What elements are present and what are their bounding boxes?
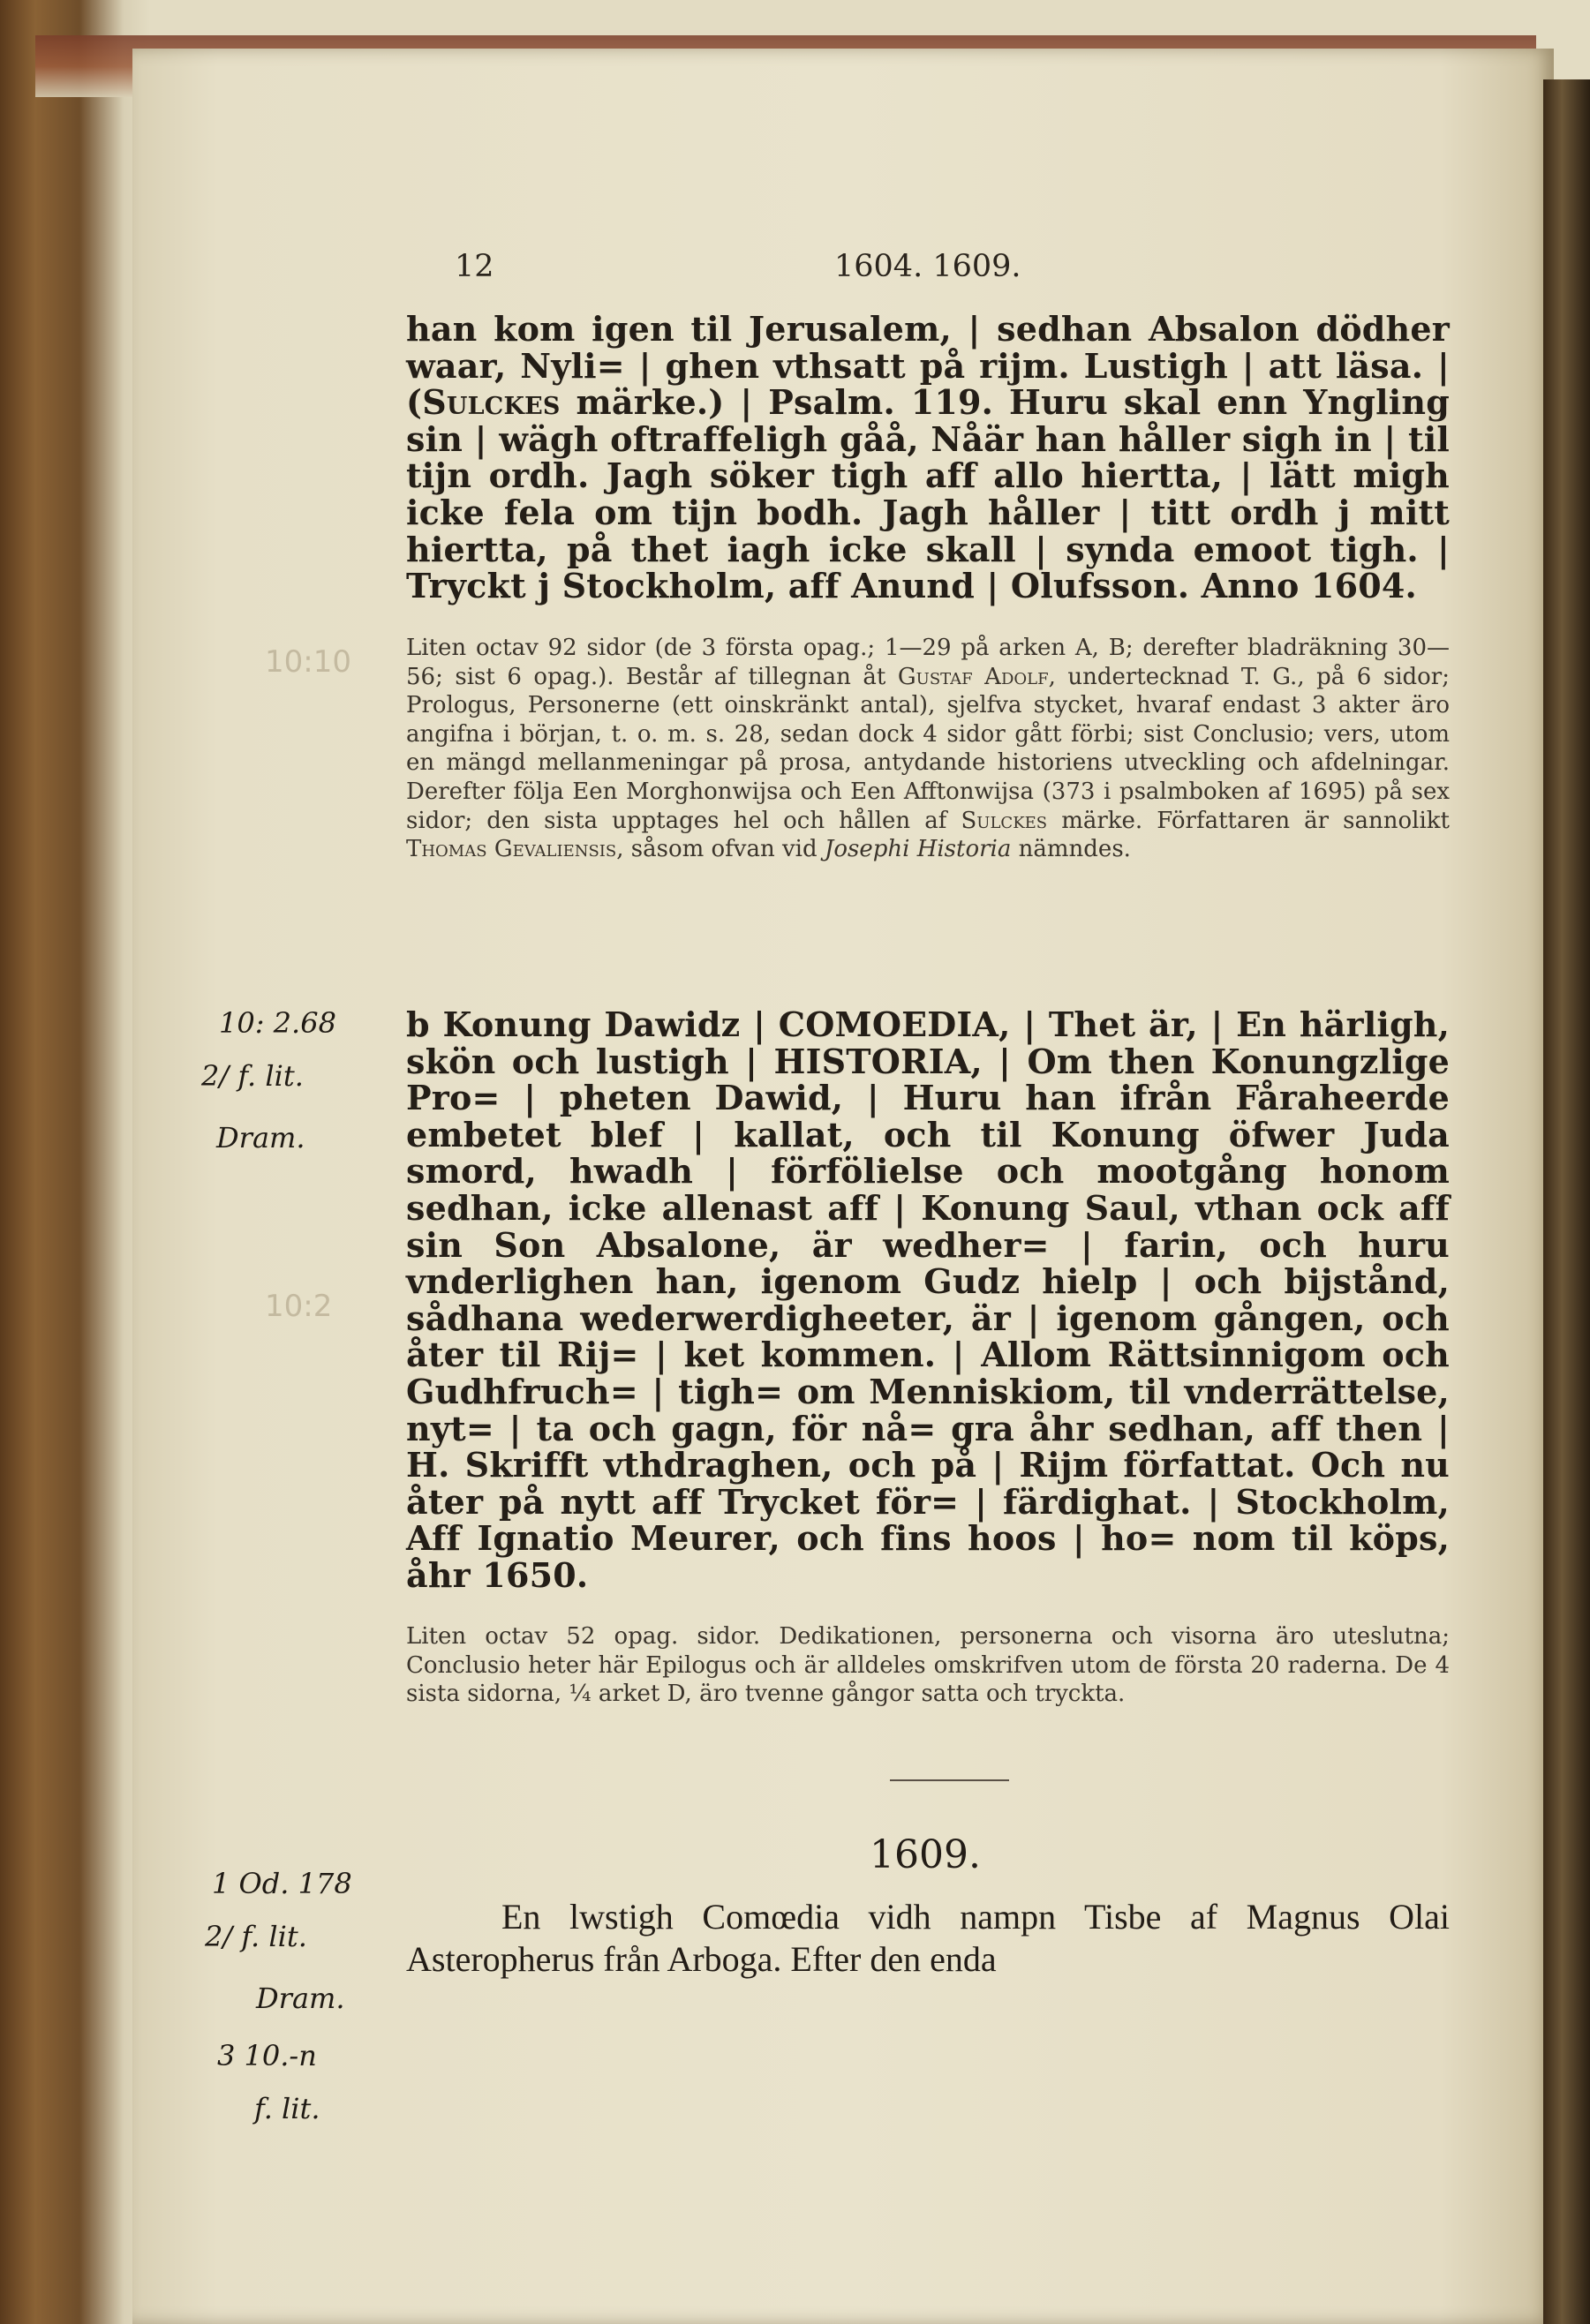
note-text: nämndes. bbox=[1011, 836, 1131, 863]
page-fore-edge bbox=[1543, 79, 1590, 2324]
entry-comoedia-title: b Konung Dawidz | COMOEDIA, | Thet är, | En härligh, skön och lustigh | HISTORIA, | Om then Konungzlige Pro= | pheten Dawid, | Huru han ifrån Fåraheerde embetet blef | kallat, och til Konung öfwer Juda smord, hwadh | förfölielse och mootgång honom sedhan, icke allenast aff | Konung Saul, vthan ock aff sin Son Absalone, är wedher= | farin, och huru vnderlighen han, igenom Gudz hielp | och bijstånd, sådhana wederwerdigheeter, är | igenom gången, och åter til Rij= | ket kommen. | Allom Rättsinnigom och Gudhfruch= | tigh= om Menniskiom, til vnderrättelse, nyt= | ta och gagn, för nå= gra åhr sedhan, aff then | H. Skrifft vthdraghen, och på | Rijm författat. Och nu åter på nytt aff Trycket för= | färdighat. | Stockholm, Aff Ignatio Meurer, och fins hoos | ho= nom til köps, åhr 1650. bbox=[406, 1004, 1450, 1595]
entry-comoedia-note: Liten octav 52 opag. sidor. Dedikationen, personerna och visorna äro uteslutna; Conclusio heter här Epilogus och är alldeles omskrifven utom de första 20 raderna. De 4 sista sidorna, ¼ arket D, äro tvenne gångor satta och tryckta. bbox=[406, 1623, 1450, 1708]
running-header-years: 1604. 1609. bbox=[834, 249, 1021, 284]
entry-1604-note bbox=[406, 634, 1450, 864]
handwritten-margin-note: f. lit. bbox=[254, 2092, 320, 2125]
entry-1604-name: Sulckes bbox=[422, 382, 561, 423]
note-text: , såsom ofvan vid bbox=[616, 836, 825, 863]
entry-1604-text-cont: märke.) | Psalm. 119. Huru skal enn Yngling sin | wägh oftraffeligh gåå, Nåär han håller sigh in | til tijn ordh. Jagh söker tigh aff allo hiertta, | lätt migh icke fela om tijn bodh. Jagh håller | titt ordh j mitt hiertta, på thet iagh icke skall | synda emoot tigh. | Tryckt j Stockholm, aff Anund | Olufsson. Anno 1604. bbox=[406, 382, 1450, 606]
handwritten-margin-note: Dram. bbox=[216, 1121, 305, 1154]
bleed-through-mark: 10:2 bbox=[265, 1289, 333, 1324]
note-name: Gustaf Adolf bbox=[897, 663, 1049, 690]
bleed-through-mark: 10:10 bbox=[265, 644, 351, 680]
section-divider bbox=[890, 1779, 1009, 1781]
handwritten-margin-note: 1 Od. 178 bbox=[212, 1867, 352, 1900]
page-number: 12 bbox=[455, 249, 494, 284]
note-text: märke. Författaren är sannolikt bbox=[1047, 807, 1450, 834]
note-italic-title: Josephi Historia bbox=[824, 836, 1012, 863]
note-name: Sulckes bbox=[961, 807, 1048, 834]
note-text: Liten octav 92 sidor (de 3 första opag.; 1—29 på arken A, B; derefter bladräkning 30—56; sist 6 opag.). Består af tillegnan åt bbox=[406, 635, 1450, 690]
entry-1604-title bbox=[406, 311, 1450, 605]
section-year-heading: 1609. bbox=[870, 1832, 981, 1877]
note-text: , undertecknad T. G., på 6 sidor; Prologus, Personerne (ett oinskränkt antal), sjelfva stycket, hvaraf endast 3 akter äro angifna i början, t. o. m. s. 28, sedan dock 4 sidor gått förbi; sist Conclusio; vers, utom en mängd mellanmeningar på prosa, antydande historiens utveckling och afdelningar. Derefter följa Een Morghonwijsa och Een Afftonwijsa (373 i psalmboken af 1695) på sex sidor; den sista upptages hel och hållen af bbox=[406, 663, 1450, 834]
entry-1604-text: han kom igen til Jerusalem, | sedhan Absalon dödher waar, Nyli= | ghen vthsatt på rijm. Lustigh | att läsa. | ( bbox=[406, 309, 1450, 423]
note-name: Thomas Gevaliensis bbox=[406, 836, 617, 863]
handwritten-margin-note: Dram. bbox=[256, 1982, 345, 2015]
handwritten-margin-note: 2/ f. lit. bbox=[205, 1920, 307, 1953]
handwritten-margin-note: 2/ f. lit. bbox=[201, 1059, 304, 1093]
handwritten-margin-note: 10: 2.68 bbox=[219, 1006, 336, 1040]
section-1609-text: En lwstigh Comœdia vidh nampn Tisbe af Magnus Olai Asteropherus från Arboga. Efter den enda bbox=[406, 1897, 1450, 1979]
handwritten-margin-note: 3 10.-n bbox=[217, 2039, 317, 2072]
